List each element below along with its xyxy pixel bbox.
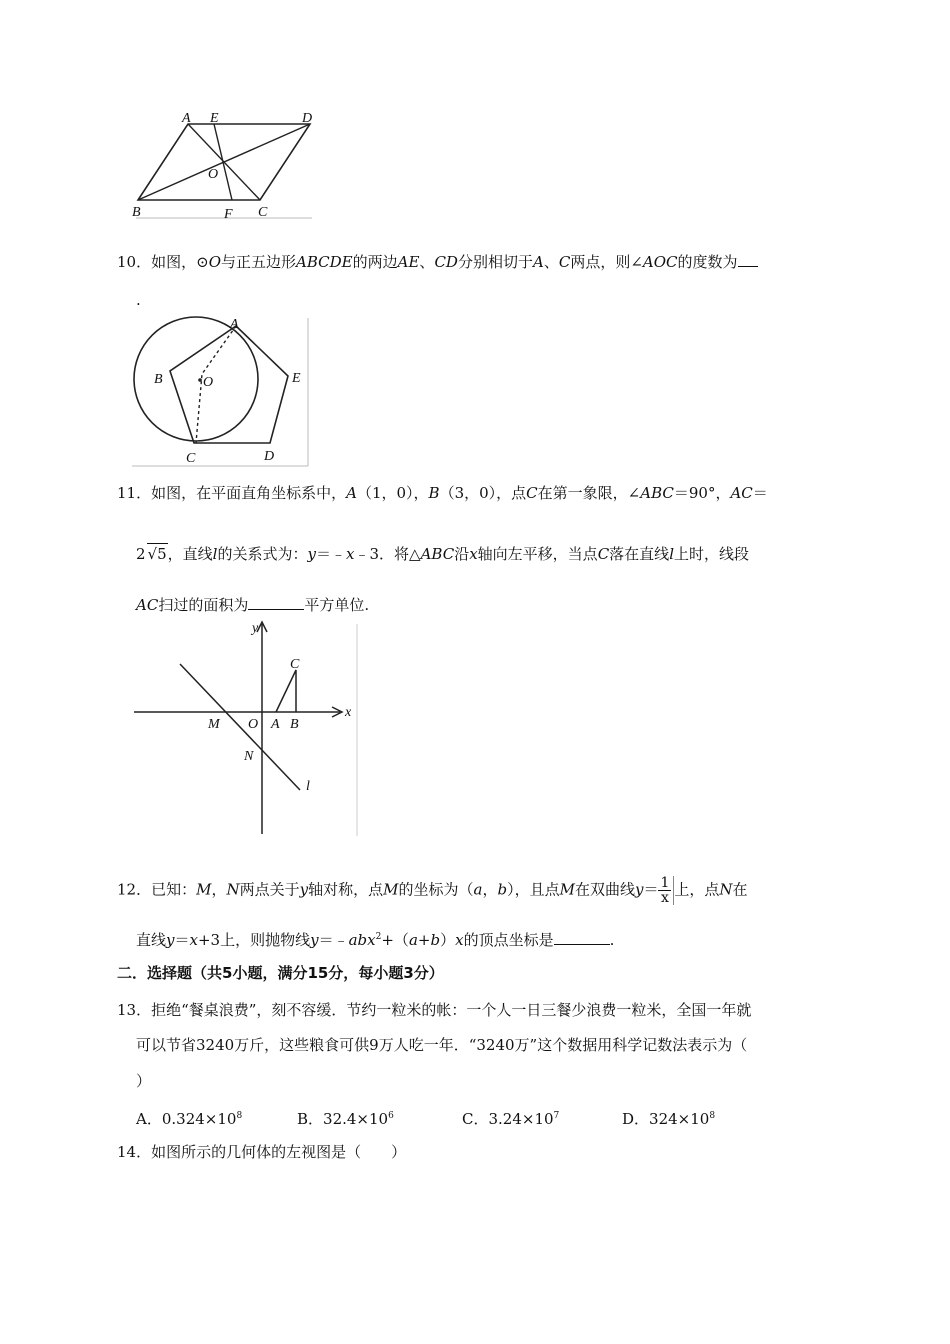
q13-option-a[interactable]: A．$0.324\times 10^8$ bbox=[136, 1110, 243, 1128]
fig10-label-b: B bbox=[154, 372, 163, 387]
q12-line2: 直线y＝x+3上，则抛物线y＝﹣abx$^2$+（a+b）x的顶点坐标是 . bbox=[136, 931, 615, 949]
q13-line2: 可以节省3240万斤，这些粮食可供9万人吃一年．“3240万”这个数据用科学记数法表示为（ bbox=[136, 1036, 748, 1054]
fig10-pentagon bbox=[170, 326, 288, 443]
fig9-label-b: B bbox=[132, 205, 141, 220]
fig11-label-l: l bbox=[306, 779, 310, 794]
fig10-center-o bbox=[198, 378, 202, 382]
fig11-label-b: B bbox=[290, 717, 299, 732]
fig10-dashed-radius bbox=[196, 326, 236, 443]
q10-line2: . bbox=[136, 291, 141, 309]
section-header-choice: 二．选择题（共5小题，满分15分，每小题3分） bbox=[117, 964, 444, 982]
q11-sqrt: √5 bbox=[147, 545, 167, 563]
fig10-label-c: C bbox=[186, 451, 196, 466]
fig9-label-f: F bbox=[224, 207, 233, 222]
q10-answer-blank[interactable] bbox=[738, 252, 758, 267]
q13-option-d[interactable]: D．$324\times 10^8$ bbox=[622, 1110, 716, 1128]
fig10-label-d: D bbox=[264, 449, 275, 464]
q10-line1: 10．如图，⊙O与正五边形ABCDE的两边AE、CD分别相切于A、C两点，则∠AOC的度数为 bbox=[117, 252, 758, 272]
fig9-label-e: E bbox=[210, 111, 219, 126]
q14-line1: 14．如图所示的几何体的左视图是（ ） bbox=[117, 1143, 407, 1161]
q12-fraction: $\frac{1}{x}$ bbox=[658, 876, 674, 905]
fig10-label-o: O bbox=[203, 375, 214, 390]
q13-line3: ） bbox=[136, 1072, 152, 1090]
fig10-label-a: A bbox=[230, 317, 239, 332]
fig9-label-d: D bbox=[302, 111, 313, 126]
fig10-label-e: E bbox=[292, 371, 301, 386]
fig11-label-o: O bbox=[248, 717, 259, 732]
fig11-label-m: M bbox=[208, 717, 220, 732]
fig9-segment-ef bbox=[214, 124, 232, 200]
q11-answer-blank[interactable] bbox=[248, 595, 304, 610]
fig9-label-o: O bbox=[208, 167, 219, 182]
fig11-label-a: A bbox=[271, 717, 280, 732]
q12-answer-blank[interactable] bbox=[554, 930, 610, 945]
fig11-label-x: x bbox=[345, 705, 352, 720]
q13-option-b[interactable]: B．$32.4\times 10^6$ bbox=[297, 1110, 394, 1128]
q12-line1: 12．已知：M，N两点关于y轴对称，点M的坐标为（a，b），且点M在双曲线y＝ $\frac{1}{x}$ 上，点N在 bbox=[117, 875, 748, 906]
fig11-label-c: C bbox=[290, 657, 300, 672]
q13-line1: 13．拒绝“餐桌浪费”，刻不容缓．节约一粒米的帐：一个人一日三餐少浪费一粒米，全国一年就 bbox=[117, 1001, 752, 1019]
q11-line2: 2 √5，直线l的关系式为：y＝﹣x﹣3．将△ABC沿x轴向左平移，当点C落在直线l上时，线段 bbox=[136, 545, 750, 563]
fig9-label-a: A bbox=[182, 111, 191, 126]
fig10-circle bbox=[134, 317, 258, 441]
q11-line1: 11．如图，在平面直角坐标系中，A（1，0），B（3，0），点C在第一象限，∠ABC＝90°，AC＝ bbox=[117, 484, 768, 502]
fig11-label-n: N bbox=[244, 749, 254, 764]
q13-option-c[interactable]: C．$3.24\times 10^7$ bbox=[462, 1110, 560, 1128]
figure-circle-pentagon bbox=[130, 316, 312, 468]
fig9-label-c: C bbox=[258, 205, 268, 220]
figure-coordinate-plane bbox=[128, 618, 362, 840]
figure-parallelogram bbox=[128, 108, 318, 223]
fig11-label-y: y bbox=[252, 621, 259, 636]
q11-line3: AC扫过的面积为 平方单位. bbox=[136, 596, 370, 614]
fig11-triangle-abc bbox=[276, 670, 296, 712]
fig11-line-l bbox=[180, 664, 300, 790]
